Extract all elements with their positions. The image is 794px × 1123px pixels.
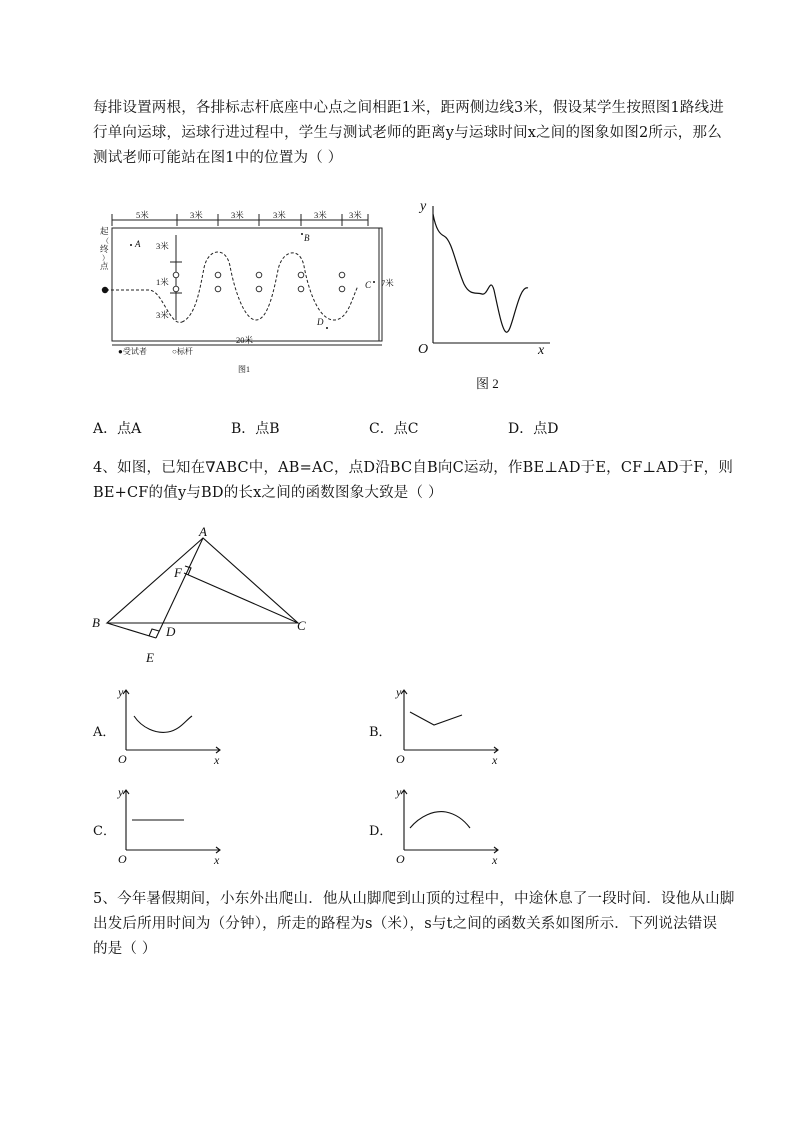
- curve-d: [410, 812, 470, 828]
- marker-poles: [173, 272, 345, 292]
- bottom-dim-20m: 20米: [236, 335, 254, 345]
- q4-choice-c-label: C．: [93, 824, 116, 839]
- legend-pole: ○标杆: [172, 347, 193, 356]
- court-boundary: [112, 228, 382, 341]
- start-paren-open: （: [102, 237, 109, 245]
- graph-c-y: y: [118, 785, 124, 799]
- question-3-text: [93, 96, 743, 171]
- dim-5m: 5米: [136, 210, 149, 220]
- dim-3m-5: 3米: [349, 210, 362, 220]
- legend-tester: ●受试者: [118, 347, 147, 356]
- dim-3m-4: 3米: [314, 210, 327, 220]
- left-dim-3m-top: 3米: [156, 241, 169, 251]
- fig2-origin-label: O: [418, 342, 429, 357]
- right-dim-7m: 7米: [381, 278, 394, 288]
- question-5-text: [93, 887, 743, 962]
- dim-3m-3: 3米: [273, 210, 286, 220]
- point-f-label: F: [174, 565, 182, 580]
- segment-cf: [184, 573, 298, 623]
- route-path: [182, 252, 358, 322]
- distance-curve: [433, 214, 528, 332]
- vertex-b-label: B: [92, 615, 100, 630]
- graph-b-o: O: [396, 752, 405, 766]
- left-dim-1m: 1米: [156, 277, 169, 287]
- curve-b: [410, 712, 462, 725]
- q5-line-3: 的是（ ）: [93, 941, 157, 957]
- q4-line-2: BE+CF的值y与BD的长x之间的函数图象大致是（ ）: [93, 485, 443, 501]
- point-d-label: D: [317, 317, 324, 327]
- point-e-label: E: [146, 650, 154, 665]
- q4-choice-a-label: A．: [93, 725, 116, 740]
- graph-a-y: y: [118, 685, 124, 699]
- q3-line-3: 测试老师可能站在图1中的位置为（ ）: [93, 150, 343, 166]
- q3-line-1: 每排设置两根，各排标志杆底座中心点之间相距1米，距两侧边线3米，假设某学生按照图1路线进: [93, 100, 724, 116]
- triangle-figure: [88, 526, 318, 671]
- graph-d-o: O: [396, 852, 405, 866]
- q4-line-1: 4、如图，已知在∇ABC中，AB=AC，点D沿BC自B向C运动，作BE⊥AD于E，CF⊥AD于F，则: [93, 460, 734, 476]
- point-a-label: A: [135, 239, 141, 249]
- curve-a: [134, 716, 192, 732]
- left-dim-3m-bottom: 3米: [156, 310, 169, 320]
- q4-choice-b-label: B．: [369, 725, 392, 740]
- figure-1-course: [96, 198, 396, 378]
- q3-option-d: D．点D: [508, 421, 559, 437]
- q3-option-a: A．点A: [93, 421, 142, 437]
- q5-line-2: 出发后所用时间为（分钟），所走的路程为s（米），s与t之间的函数关系如图所示．下列说法错误: [93, 916, 718, 932]
- start-char-1: 起: [100, 226, 109, 236]
- q3-option-c: C．点C: [369, 421, 419, 437]
- point-c-label: C: [365, 280, 372, 290]
- figure-2-graph: [410, 196, 560, 396]
- tester-dot: [102, 287, 108, 293]
- point-d-tri-label: D: [166, 624, 176, 639]
- graph-b-y: y: [396, 685, 402, 699]
- q4-graph-b: [390, 682, 510, 772]
- graph-d-y: y: [396, 785, 402, 799]
- q4-choice-d-label: D．: [369, 824, 393, 839]
- q4-graph-a: [112, 682, 232, 772]
- fig2-x-label: x: [538, 343, 545, 358]
- start-char-3: 点: [100, 261, 109, 271]
- graph-a-x: x: [214, 753, 220, 767]
- start-paren-close: ）: [102, 254, 109, 262]
- vertex-a-label: A: [199, 526, 207, 539]
- q3-option-b: B．点B: [231, 421, 280, 437]
- question-4-text: [93, 456, 743, 506]
- dim-3m-2: 3米: [231, 210, 244, 220]
- graph-c-x: x: [214, 853, 220, 867]
- q3-line-2: 行单向运球，运球行进过程中，学生与测试老师的距离y与运球时间x之间的图象如图2所示，那么: [93, 125, 722, 141]
- graph-b-x: x: [492, 753, 498, 767]
- vertex-c-label: C: [297, 618, 306, 633]
- figure-1-caption: 图1: [238, 365, 250, 374]
- fig2-y-label: y: [420, 199, 427, 214]
- figure-2-caption: 图 2: [476, 376, 499, 391]
- q4-graph-c: [112, 782, 232, 872]
- dim-3m-1: 3米: [190, 210, 203, 220]
- point-b-label: B: [304, 233, 310, 243]
- q5-line-1: 5、今年暑假期间，小东外出爬山．他从山脚爬到山顶的过程中，中途休息了一段时间．设他从山脚: [93, 891, 735, 907]
- q4-graph-d: [390, 782, 510, 872]
- graph-d-x: x: [492, 853, 498, 867]
- graph-c-o: O: [118, 852, 127, 866]
- start-char-2: 终: [100, 244, 109, 254]
- graph-a-o: O: [118, 752, 127, 766]
